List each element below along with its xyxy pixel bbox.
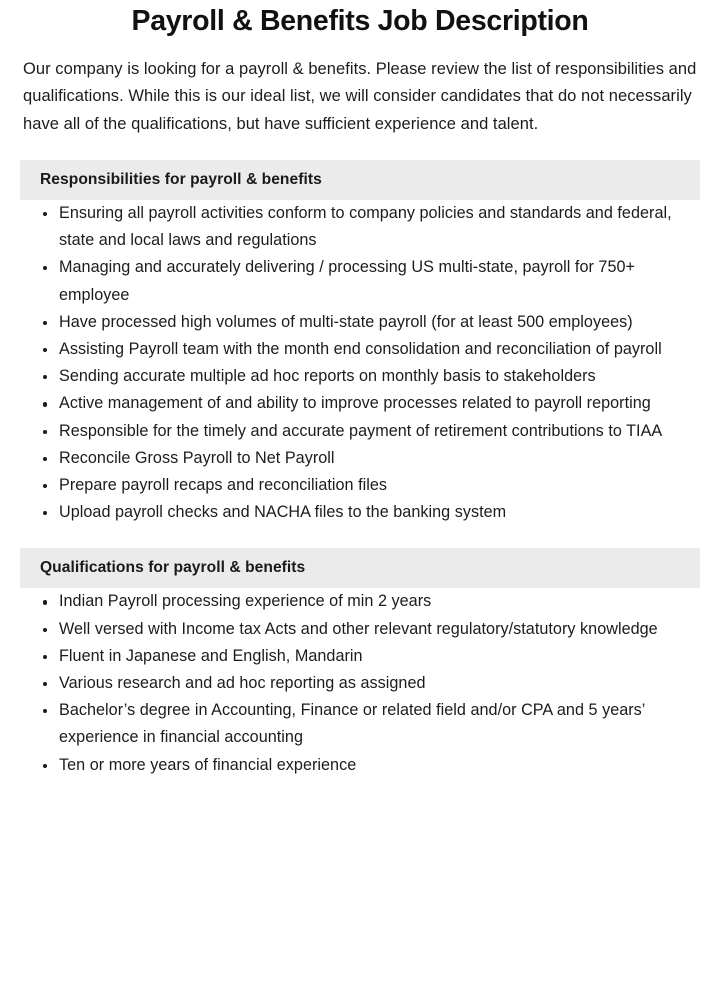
list-item: Bachelor’s degree in Accounting, Finance or related field and/or CPA and 5 years’ experience in financial accounting: [23, 697, 697, 751]
list-item: Fluent in Japanese and English, Mandarin: [23, 643, 697, 670]
intro-paragraph: Our company is looking for a payroll & benefits. Please review the list of responsibilities and qualifications. While this is our ideal list, we will consider candidates that do not necessarily have all of the qualifications, but have sufficient experience and talent.: [23, 60, 697, 133]
list-item: Active management of and ability to improve processes related to payroll reporting: [23, 390, 697, 417]
list-item: Sending accurate multiple ad hoc reports on monthly basis to stakeholders: [23, 363, 697, 390]
section-header-label: Qualifications for payroll & benefits: [40, 559, 306, 577]
list-item: Various research and ad hoc reporting as assigned: [23, 670, 697, 697]
responsibilities-list: [23, 200, 697, 526]
list-item: Ensuring all payroll activities conform to company policies and standards and federal, state and local laws and regulations: [23, 200, 697, 254]
list-item: Managing and accurately delivering / processing US multi-state, payroll for 750+ employee: [23, 254, 697, 308]
page-title: Payroll & Benefits Job Description: [131, 5, 589, 37]
qualifications-list: [23, 588, 697, 778]
section-header-qualifications: [20, 548, 700, 588]
list-item: Upload payroll checks and NACHA files to the banking system: [23, 499, 697, 526]
list-item: Well versed with Income tax Acts and other relevant regulatory/statutory knowledge: [23, 616, 697, 643]
list-item: Indian Payroll processing experience of min 2 years: [23, 588, 697, 615]
section-header-responsibilities: [20, 160, 700, 200]
section-responsibilities: [23, 160, 697, 526]
list-item: Responsible for the timely and accurate payment of retirement contributions to TIAA: [23, 418, 697, 445]
section-header-label: Responsibilities for payroll & benefits: [40, 170, 322, 188]
list-item: Ten or more years of financial experience: [23, 752, 697, 779]
list-item: Reconcile Gross Payroll to Net Payroll: [23, 445, 697, 472]
section-qualifications: [23, 548, 697, 778]
list-item: Have processed high volumes of multi-state payroll (for at least 500 employees): [23, 309, 697, 336]
list-item: Prepare payroll recaps and reconciliation files: [23, 472, 697, 499]
list-item: Assisting Payroll team with the month end consolidation and reconciliation of payroll: [23, 336, 697, 363]
